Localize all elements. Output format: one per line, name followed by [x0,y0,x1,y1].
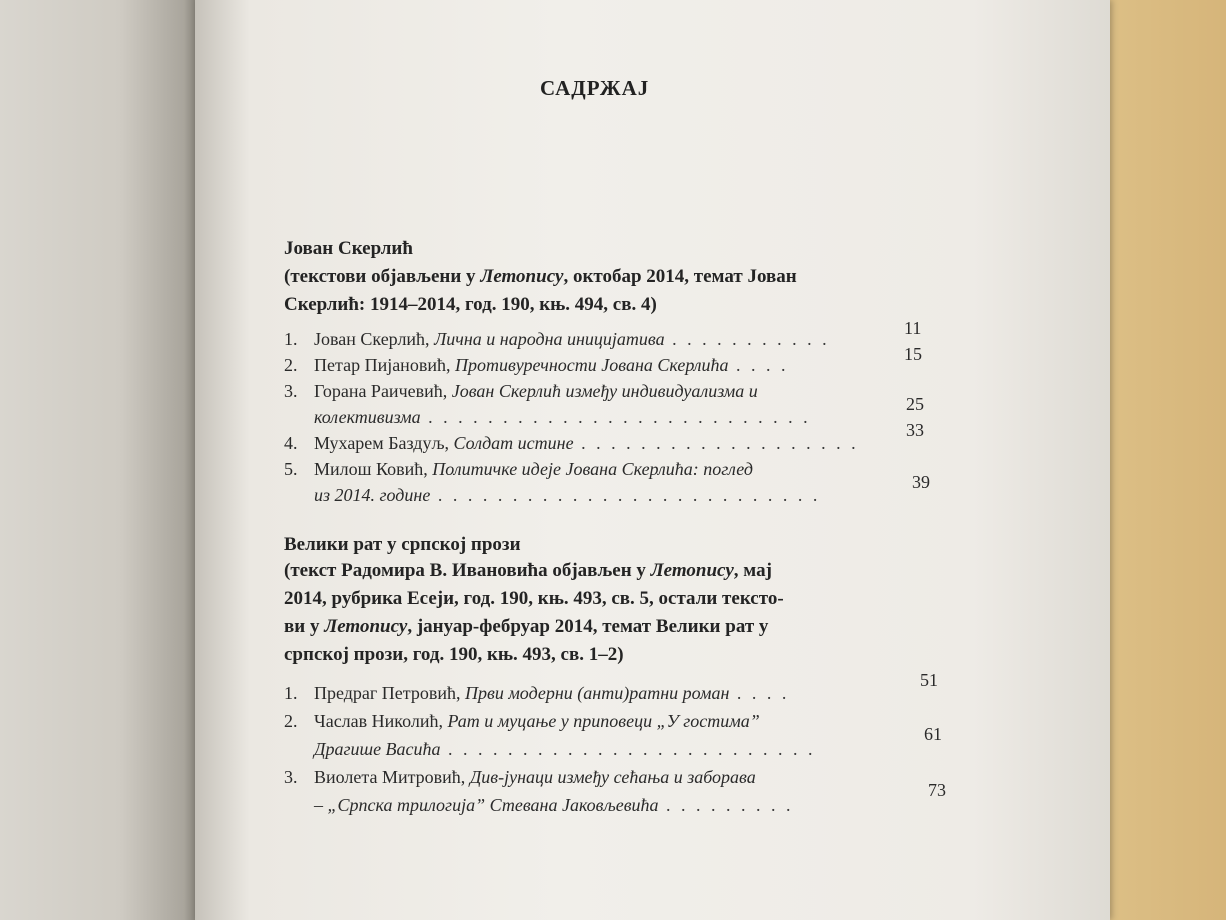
toc-entry[interactable] [284,680,789,706]
entry-title: Солдат истине [453,433,574,453]
section1-subheading-line1: (текстови објављени у Летопису, октобар 2014, темат Јован [284,266,797,287]
entry-author: Петар Пијановић, [314,355,455,375]
page-number: 33 [906,420,924,440]
section2-subheading-line1: (текст Радомира В. Ивановића објављен у Летопису, мај [284,560,772,581]
section2-subheading-line4: српској прози, год. 190, књ. 493, св. 1–2) [284,644,624,665]
toc-entry-continuation: Драгише Васића . . . . . . . . . . . . . . . . . . . . . . . . . [314,739,816,759]
entry-title: Политичке идеје Јована Скерлића: поглед [432,459,753,479]
entry-title: Див-јунаци између сећања и заборава [469,767,756,787]
page-number: 25 [906,394,924,414]
page-number: 39 [912,472,930,492]
entry-title: Лична и народна иницијатива [434,329,665,349]
section2-subheading-line3: ви у Летопису, јануар-фебруар 2014, темат Велики рат у [284,616,769,637]
entry-number: 1. [284,683,298,703]
section1-heading: Јован Скерлић [284,238,413,259]
toc-entry[interactable] [284,430,859,456]
leader-dots: . . . . . . . . . . . [664,329,830,349]
toc-entry-continuation: – „Српска трилогија” Стевана Јаковљевића . . . . . . . . . [314,795,794,815]
entry-author: Јован Скерлић, [314,329,435,349]
entry-number: 1. [284,329,298,349]
entry-title: Јован Скерлић између индивидуализма и [451,381,758,401]
toc-entry[interactable] [284,326,830,352]
left-page [0,0,200,920]
entry-author: Горана Раичевић, [314,381,452,401]
toc-entry[interactable] [284,352,789,378]
entry-author: Часлав Николић, [314,711,448,731]
entry-number: 2. [284,355,298,375]
entry-number: 5. [284,459,298,479]
entry-author: Мухарем Баздуљ, [314,433,454,453]
entry-number: 4. [284,433,298,453]
leader-dots: . . . . [729,683,790,703]
toc-entry[interactable] [284,378,758,404]
entry-author: Предраг Петровић, [314,683,465,703]
toc-entry-continuation: из 2014. године . . . . . . . . . . . . . . . . . . . . . . . . . . [314,485,821,505]
section2-heading: Велики рат у српској прози [284,534,521,555]
page-number: 51 [920,670,938,690]
entry-author: Виолета Митровић, [314,767,470,787]
toc-entry[interactable] [284,764,756,790]
page-number: 73 [928,780,946,800]
entry-author: Милош Ковић, [314,459,433,479]
page-number: 15 [904,344,922,364]
section2-subheading-line2: 2014, рубрика Есеји, год. 190, књ. 493, св. 5, остали тексто- [284,588,784,609]
leader-dots: . . . . . . . . . . . . . . . . . . . [573,433,859,453]
toc-entry[interactable] [284,456,753,482]
entry-number: 2. [284,711,298,731]
toc-entry-continuation: колективизма . . . . . . . . . . . . . . . . . . . . . . . . . . [314,407,811,427]
page-number: 11 [904,318,922,338]
entry-title: Рат и муцање у приповеци „У гостима” [447,711,760,731]
entry-number: 3. [284,381,298,401]
leader-dots: . . . . [728,355,789,375]
entry-title: Први модерни (анти)ратни роман [465,683,730,703]
section1-subheading-line2: Скерлић: 1914–2014, год. 190, књ. 494, св. 4) [284,294,657,315]
page-title: САДРЖАЈ [540,76,650,100]
page-number: 61 [924,724,942,744]
toc-entry[interactable] [284,708,760,734]
entry-title: Противуречности Јована Скерлића [454,355,729,375]
entry-number: 3. [284,767,298,787]
